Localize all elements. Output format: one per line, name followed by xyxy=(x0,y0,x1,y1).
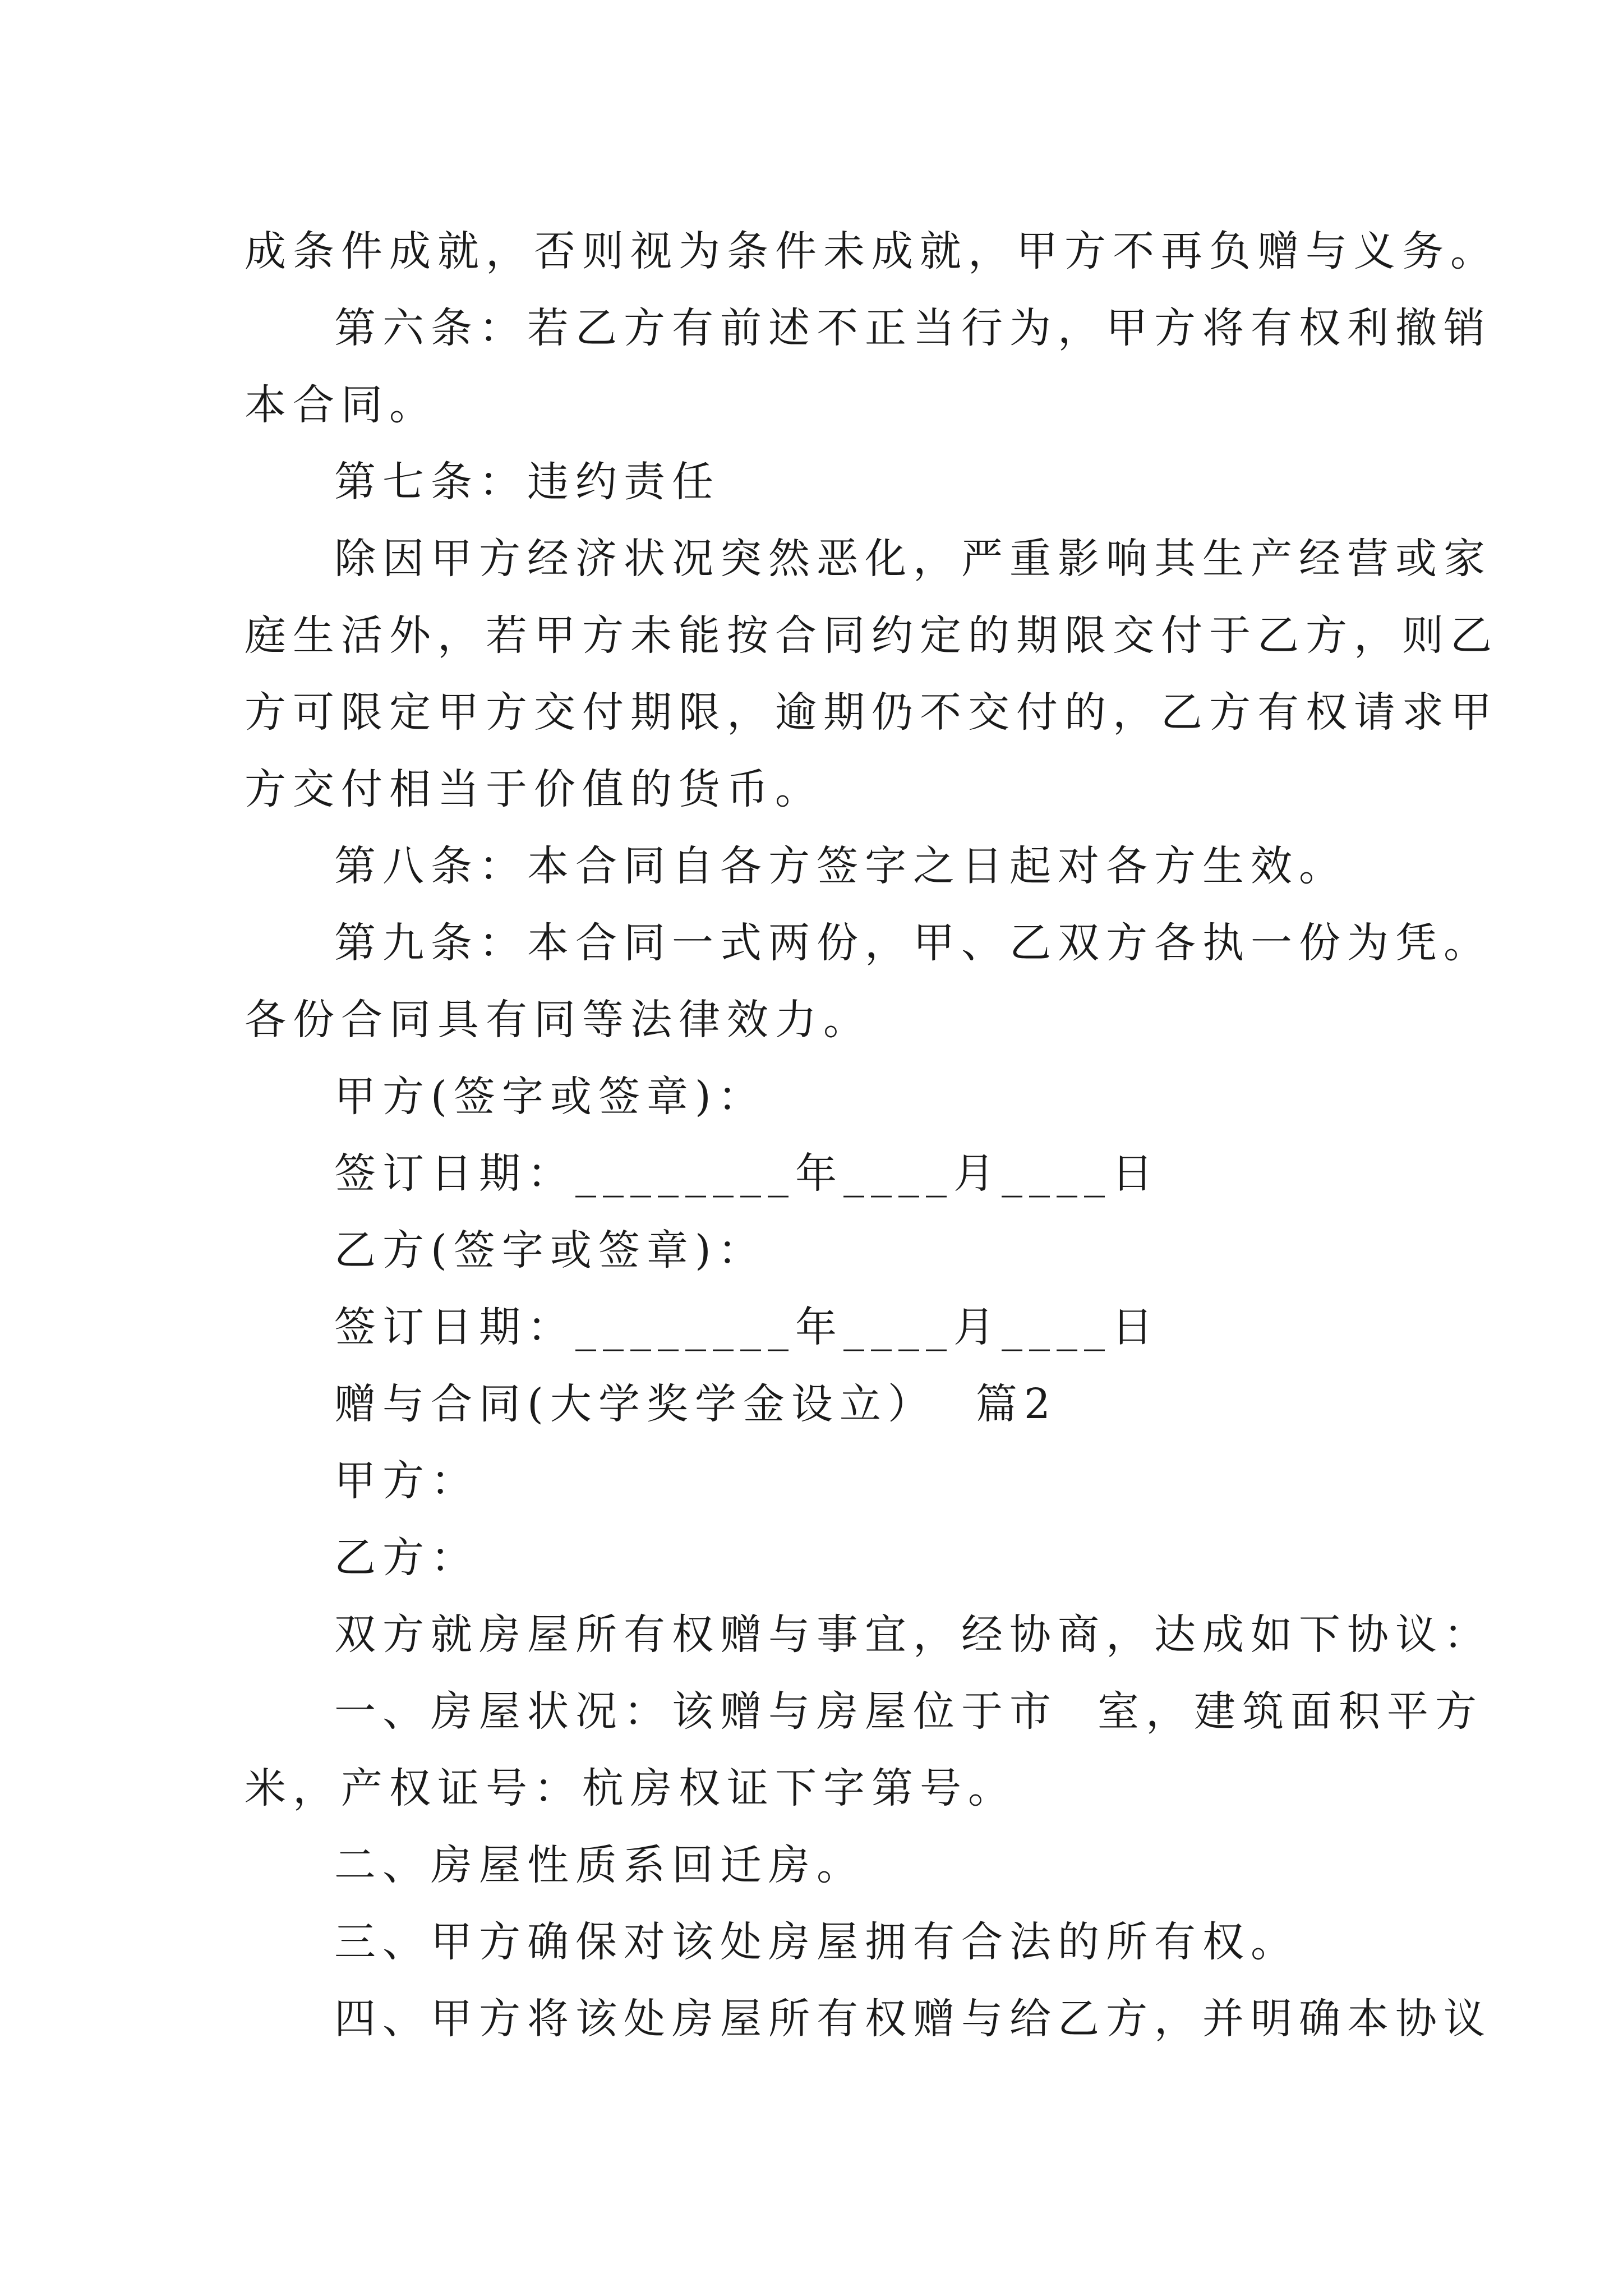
signature-label: 甲方(签字或签章)： xyxy=(334,1073,766,1121)
text-line: 米，产权证号：杭房权证下字第号。 xyxy=(245,1764,1016,1812)
section-heading: 赠与合同(大学奖学金设立） 篇2 xyxy=(334,1380,1057,1428)
text-line: 双方就房屋所有权赠与事宜，经协商，达成如下协议： xyxy=(334,1611,1492,1659)
text-line: 一、房屋状况：该赠与房屋位于市 室，建筑面积平方 xyxy=(334,1687,1484,1736)
signature-label: 乙方(签字或签章)： xyxy=(334,1226,766,1274)
text-line: 成条件成就，否则视为条件未成就，甲方不再负赠与义务。 xyxy=(245,227,1498,275)
text-line: 第九条：本合同一式两份，甲、乙双方各执一份为凭。 xyxy=(334,919,1492,967)
text-line: 各份合同具有同等法律效力。 xyxy=(245,996,872,1044)
text-line: 本合同。 xyxy=(245,381,437,429)
party-label: 乙方： xyxy=(334,1534,479,1582)
text-line: 第八条：本合同自各方签字之日起对各方生效。 xyxy=(334,842,1347,890)
text-line: 第六条：若乙方有前述不正当行为，甲方将有权利撤销 xyxy=(334,304,1492,352)
signing-date: 签订日期：________年____月____日 xyxy=(334,1149,1160,1198)
text-line: 庭生活外，若甲方未能按合同约定的期限交付于乙方，则乙 xyxy=(245,611,1498,660)
text-line: 第七条：违约责任 xyxy=(334,458,720,506)
party-label: 甲方： xyxy=(334,1457,479,1505)
text-line: 方交付相当于价值的货币。 xyxy=(245,765,823,813)
text-line: 三、甲方确保对该处房屋拥有合法的所有权。 xyxy=(334,1918,1299,1966)
text-line: 除因甲方经济状况突然恶化，严重影响其生产经营或家 xyxy=(334,535,1492,583)
text-line: 方可限定甲方交付期限，逾期仍不交付的，乙方有权请求甲 xyxy=(245,688,1498,737)
signing-date: 签订日期：________年____月____日 xyxy=(334,1303,1160,1351)
text-line: 四、甲方将该处房屋所有权赠与给乙方，并明确本协议 xyxy=(334,1995,1492,2043)
document-body xyxy=(245,213,1498,2058)
text-line: 二、房屋性质系回迁房。 xyxy=(334,1841,865,1889)
